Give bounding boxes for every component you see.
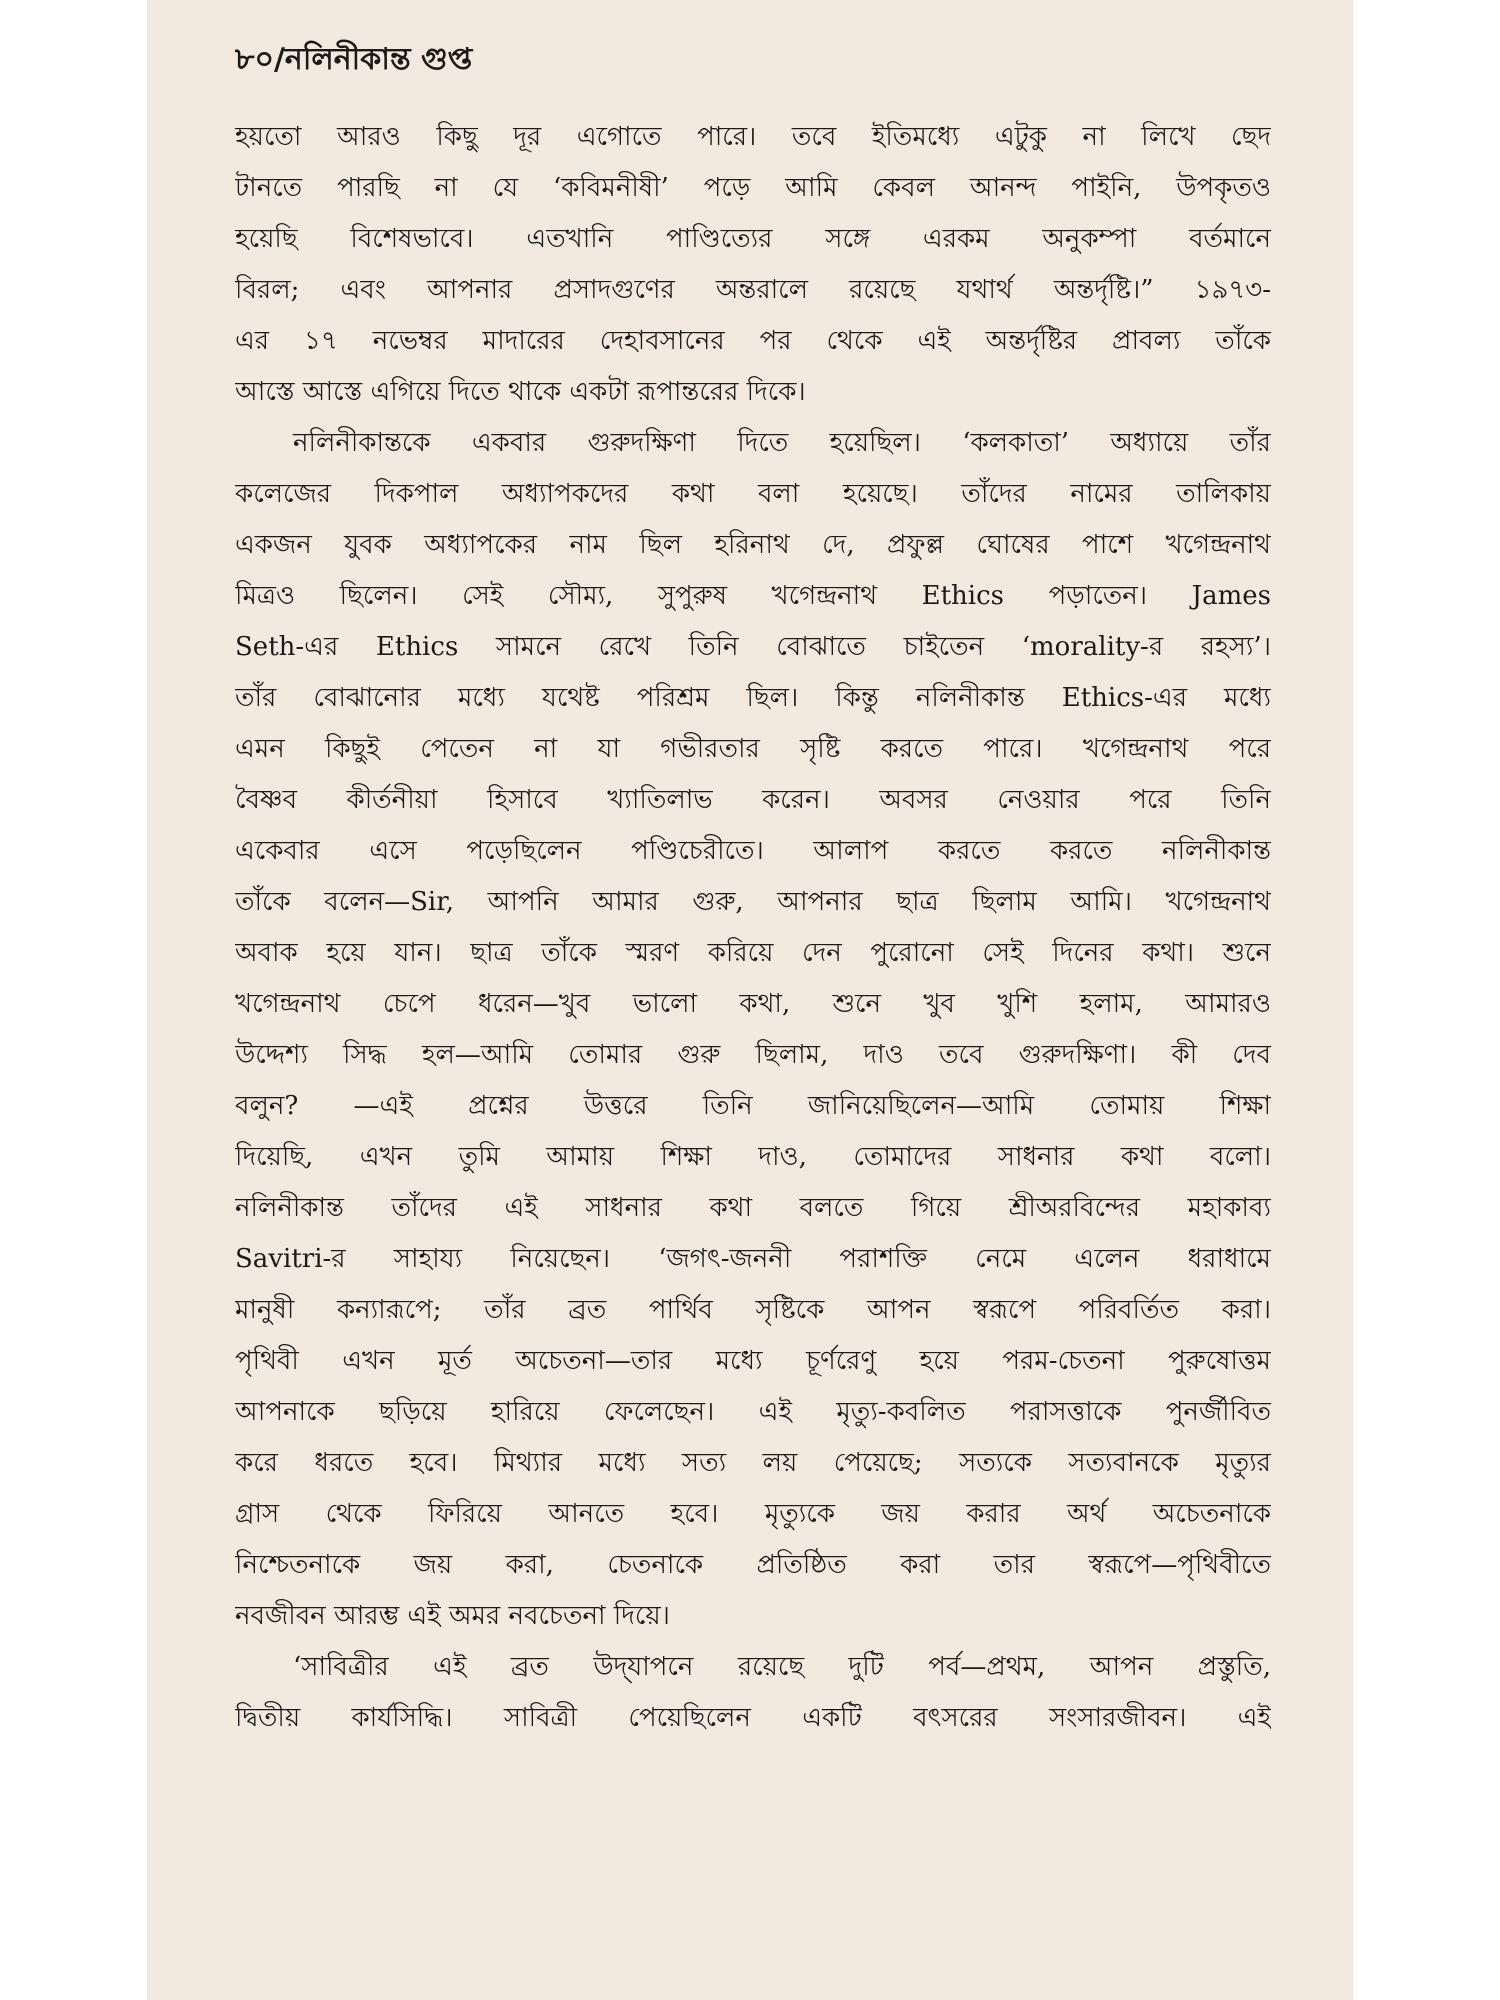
text-line: Seth-এর Ethics সামনে রেখে তিনি বোঝাতে চাইতেন ‘morality-র রহস্য’। (235, 632, 1271, 662)
text-line: এমন কিছুই পেতেন না যা গভীরতার সৃষ্টি করতে পারে। খগেন্দ্রনাথ পরে (235, 734, 1271, 764)
text-line: একেবার এসে পড়েছিলেন পণ্ডিচেরীতে। আলাপ করতে করতে নলিনীকান্ত (235, 836, 1271, 866)
text-line: গ্রাস থেকে ফিরিয়ে আনতে হবে। মৃত্যুকে জয় করার অর্থ অচেতনাকে (235, 1499, 1271, 1529)
text-line: বৈষ্ণব কীর্তনীয়া হিসাবে খ্যাতিলাভ করেন। অবসর নেওয়ার পরে তিনি (235, 785, 1271, 815)
text-line: দিয়েছি, এখন তুমি আমায় শিক্ষা দাও, তোমাদের সাধনার কথা বলো। (235, 1142, 1271, 1172)
text-line: বিরল; এবং আপনার প্রসাদগুণের অন্তরালে রয়েছে যথার্থ অন্তর্দৃষ্টি।” ১৯৭৩- (235, 275, 1271, 305)
text-line: তাঁর বোঝানোর মধ্যে যথেষ্ট পরিশ্রম ছিল। কিন্তু নলিনীকান্ত Ethics-এর মধ্যে (235, 683, 1271, 713)
text-line: নলিনীকান্তকে একবার গুরুদক্ষিণা দিতে হয়েছিল। ‘কলকাতা’ অধ্যায়ে তাঁর (293, 428, 1271, 458)
text-line: খগেন্দ্রনাথ চেপে ধরেন—খুব ভালো কথা, শুনে খুব খুশি হলাম, আমারও (235, 989, 1271, 1019)
text-line: পৃথিবী এখন মূর্ত অচেতনা—তার মধ্যে চূর্ণরেণু হয়ে পরম-চেতনা পুরুষোত্তম (235, 1346, 1271, 1376)
text-line: একজন যুবক অধ্যাপকের নাম ছিল হরিনাথ দে, প্রফুল্ল ঘোষের পাশে খগেন্দ্রনাথ (235, 530, 1271, 560)
text-line: দ্বিতীয় কার্যসিদ্ধি। সাবিত্রী পেয়েছিলেন একটি বৎসরের সংসারজীবন। এই (235, 1703, 1271, 1733)
running-head: ৮০/নলিনীকান্ত গুপ্ত (235, 42, 473, 77)
text-line: আস্তে আস্তে এগিয়ে দিতে থাকে একটা রূপান্তরের দিকে। (235, 377, 806, 407)
text-line: মিত্রও ছিলেন। সেই সৌম্য, সুপুরুষ খগেন্দ্রনাথ Ethics পড়াতেন। James (235, 581, 1271, 611)
text-line: অবাক হয়ে যান। ছাত্র তাঁকে স্মরণ করিয়ে দেন পুরোনো সেই দিনের কথা। শুনে (235, 938, 1271, 968)
text-line: তাঁকে বলেন—Sir, আপনি আমার গুরু, আপনার ছাত্র ছিলাম আমি। খগেন্দ্রনাথ (235, 887, 1271, 917)
text-line: করে ধরতে হবে। মিথ্যার মধ্যে সত্য লয় পেয়েছে; সত্যকে সত্যবানকে মৃত্যুর (235, 1448, 1271, 1478)
text-line: নলিনীকান্ত তাঁদের এই সাধনার কথা বলতে গিয়ে শ্রীঅরবিন্দের মহাকাব্য (235, 1193, 1271, 1223)
text-line: নবজীবন আরম্ভ এই অমর নবচেতনা দিয়ে। (235, 1601, 670, 1631)
text-line: উদ্দেশ্য সিদ্ধ হল—আমি তোমার গুরু ছিলাম, দাও তবে গুরুদক্ষিণা। কী দেব (235, 1040, 1271, 1070)
book-page (147, 0, 1353, 2000)
text-line: মানুষী কন্যারূপে; তাঁর ব্রত পার্থিব সৃষ্টিকে আপন স্বরূপে পরিবর্তিত করা। (235, 1295, 1271, 1325)
text-line: আপনাকে ছড়িয়ে হারিয়ে ফেলেছেন। এই মৃত্যু-কবলিত পরাসত্তাকে পুনর্জীবিত (235, 1397, 1271, 1427)
text-line: হয়েছি বিশেষভাবে। এতখানি পাণ্ডিত্যের সঙ্গে এরকম অনুকম্পা বর্তমানে (235, 224, 1271, 254)
text-line: হয়তো আরও কিছু দূর এগোতে পারে। তবে ইতিমধ্যে এটুকু না লিখে ছেদ (235, 122, 1271, 152)
text-line: কলেজের দিকপাল অধ্যাপকদের কথা বলা হয়েছে। তাঁদের নামের তালিকায় (235, 479, 1271, 509)
text-line: এর ১৭ নভেম্বর মাদারের দেহাবসানের পর থেকে এই অন্তর্দৃষ্টির প্রাবল্য তাঁকে (235, 326, 1271, 356)
text-line: ‘সাবিত্রীর এই ব্রত উদ্‌যাপনে রয়েছে দুটি পর্ব—প্রথম, আপন প্রস্তুতি, (293, 1652, 1271, 1682)
text-line: বলুন? —এই প্রশ্নের উত্তরে তিনি জানিয়েছিলেন—আমি তোমায় শিক্ষা (235, 1091, 1271, 1121)
text-line: নিশ্চেতনাকে জয় করা, চেতনাকে প্রতিষ্ঠিত করা তার স্বরূপে—পৃথিবীতে (235, 1550, 1271, 1580)
text-line: Savitri-র সাহায্য নিয়েছেন। ‘জগৎ-জননী পরাশক্তি নেমে এলেন ধরাধামে (235, 1244, 1271, 1274)
body-text (235, 112, 1271, 1744)
text-line: টানতে পারছি না যে ‘কবিমনীষী’ পড়ে আমি কেবল আনন্দ পাইনি, উপকৃতও (235, 173, 1271, 203)
